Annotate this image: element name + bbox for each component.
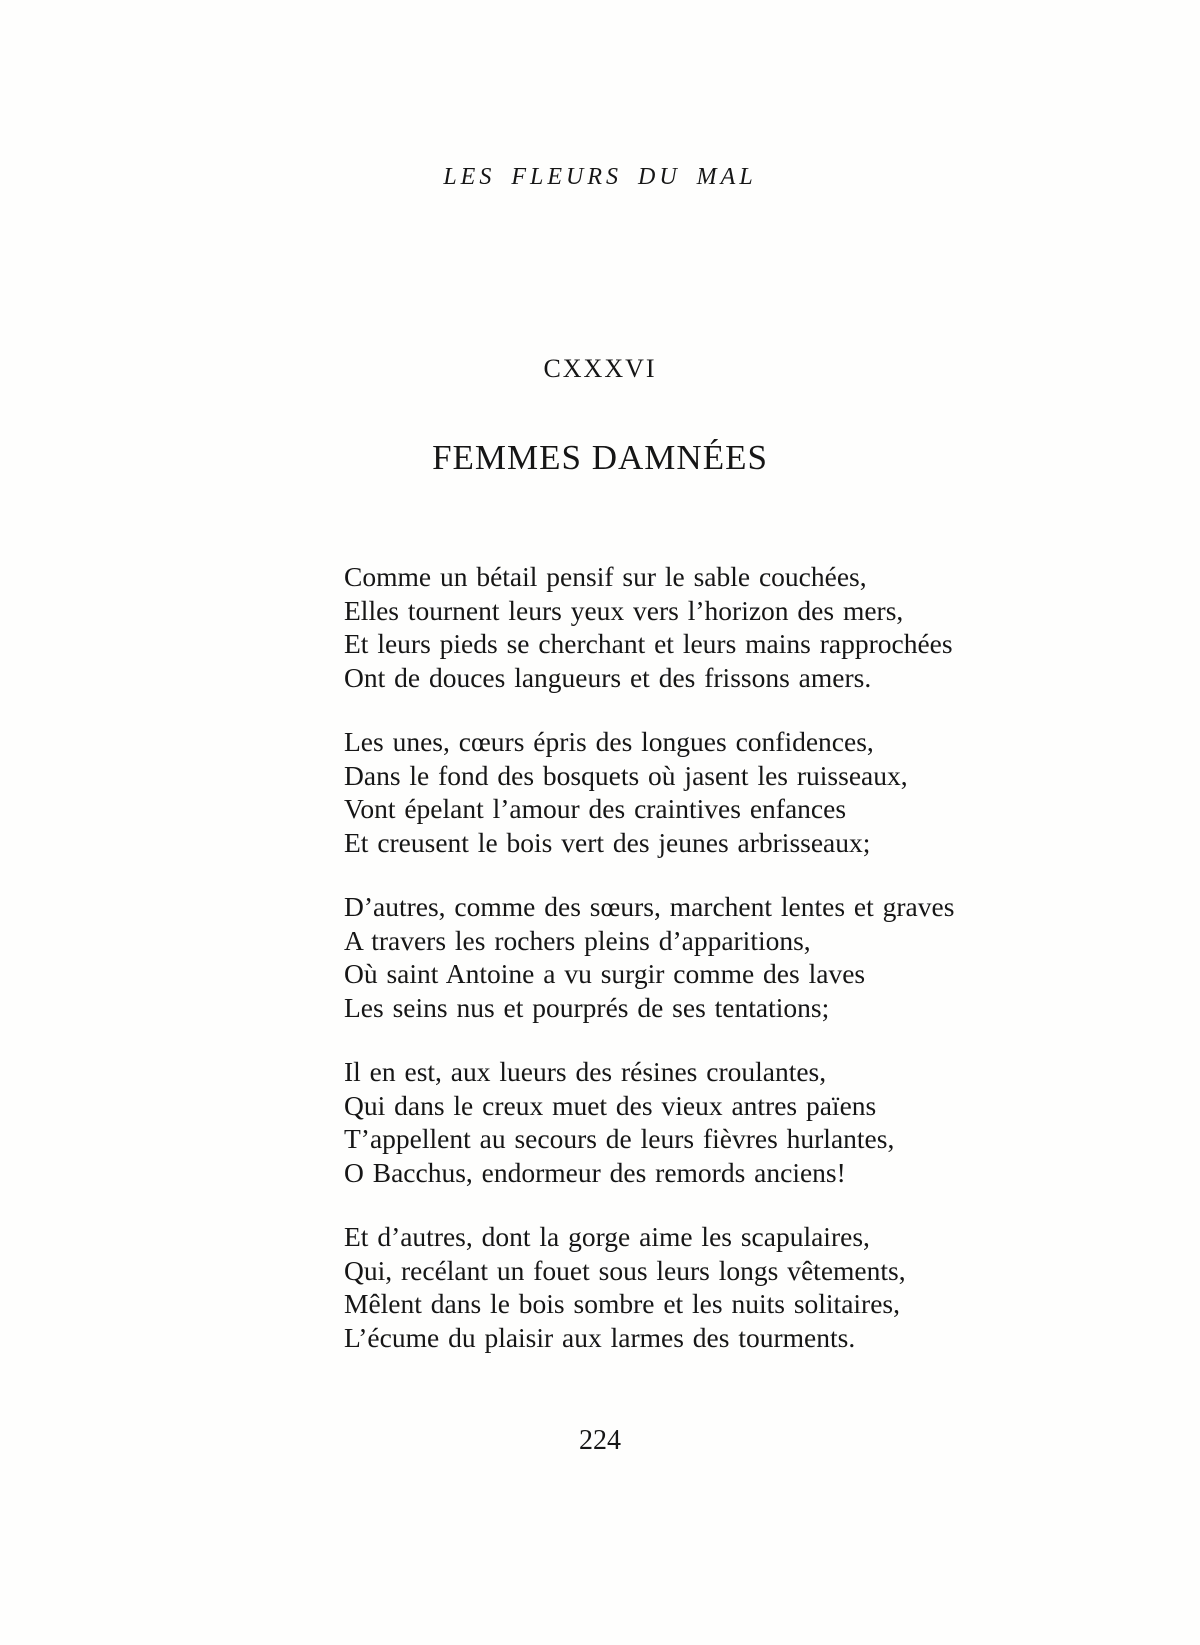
verse-line: Et creusent le bois vert des jeunes arbrisseaux; — [344, 826, 871, 858]
verse-line: Les seins nus et pourprés de ses tentations; — [344, 991, 830, 1023]
page-number: 224 — [579, 1425, 621, 1456]
verse-line: Où saint Antoine a vu surgir comme des laves — [344, 958, 866, 989]
poem-number: CXXXVI — [543, 354, 657, 383]
verse-line: Et d’autres, dont la gorge aime les scapulaires, — [344, 1221, 870, 1252]
verse-line: Les unes, cœurs épris des longues confidences, — [344, 726, 874, 757]
verse-line: Qui dans le creux muet des vieux antres païens — [344, 1089, 877, 1121]
stanza — [344, 1055, 1164, 1189]
poem-body — [344, 560, 1164, 1385]
verse-line: Mêlent dans le bois sombre et les nuits solitaires, — [344, 1288, 900, 1319]
verse-line: O Bacchus, endormeur des remords anciens! — [344, 1156, 846, 1188]
verse-line: Il en est, aux lueurs des résines croulantes, — [344, 1056, 827, 1087]
verse-line: L’écume du plaisir aux larmes des tourments. — [344, 1321, 856, 1353]
stanza — [344, 725, 1164, 859]
verse-line: D’autres, comme des sœurs, marchent lentes et graves — [344, 891, 955, 922]
poem-title: FEMMES DAMNÉES — [432, 438, 768, 477]
running-head: LES FLEURS DU MAL — [443, 164, 757, 190]
verse-line: T’appellent au secours de leurs fièvres hurlantes, — [344, 1123, 895, 1154]
verse-line: Elles tournent leurs yeux vers l’horizon des mers, — [344, 594, 904, 626]
verse-line: Et leurs pieds se cherchant et leurs mains rapprochées — [344, 628, 953, 659]
stanza — [344, 890, 1164, 1024]
verse-line: Vont épelant l’amour des craintives enfances — [344, 793, 847, 824]
verse-line: Dans le fond des bosquets où jasent les ruisseaux, — [344, 759, 908, 791]
verse-line: Qui, recélant un fouet sous leurs longs vêtements, — [344, 1254, 906, 1286]
stanza — [344, 1220, 1164, 1354]
stanza — [344, 560, 1164, 694]
verse-line: Ont de douces langueurs et des frissons amers. — [344, 661, 872, 693]
verse-line: A travers les rochers pleins d’apparitions, — [344, 924, 811, 956]
verse-line: Comme un bétail pensif sur le sable couchées, — [344, 561, 867, 592]
